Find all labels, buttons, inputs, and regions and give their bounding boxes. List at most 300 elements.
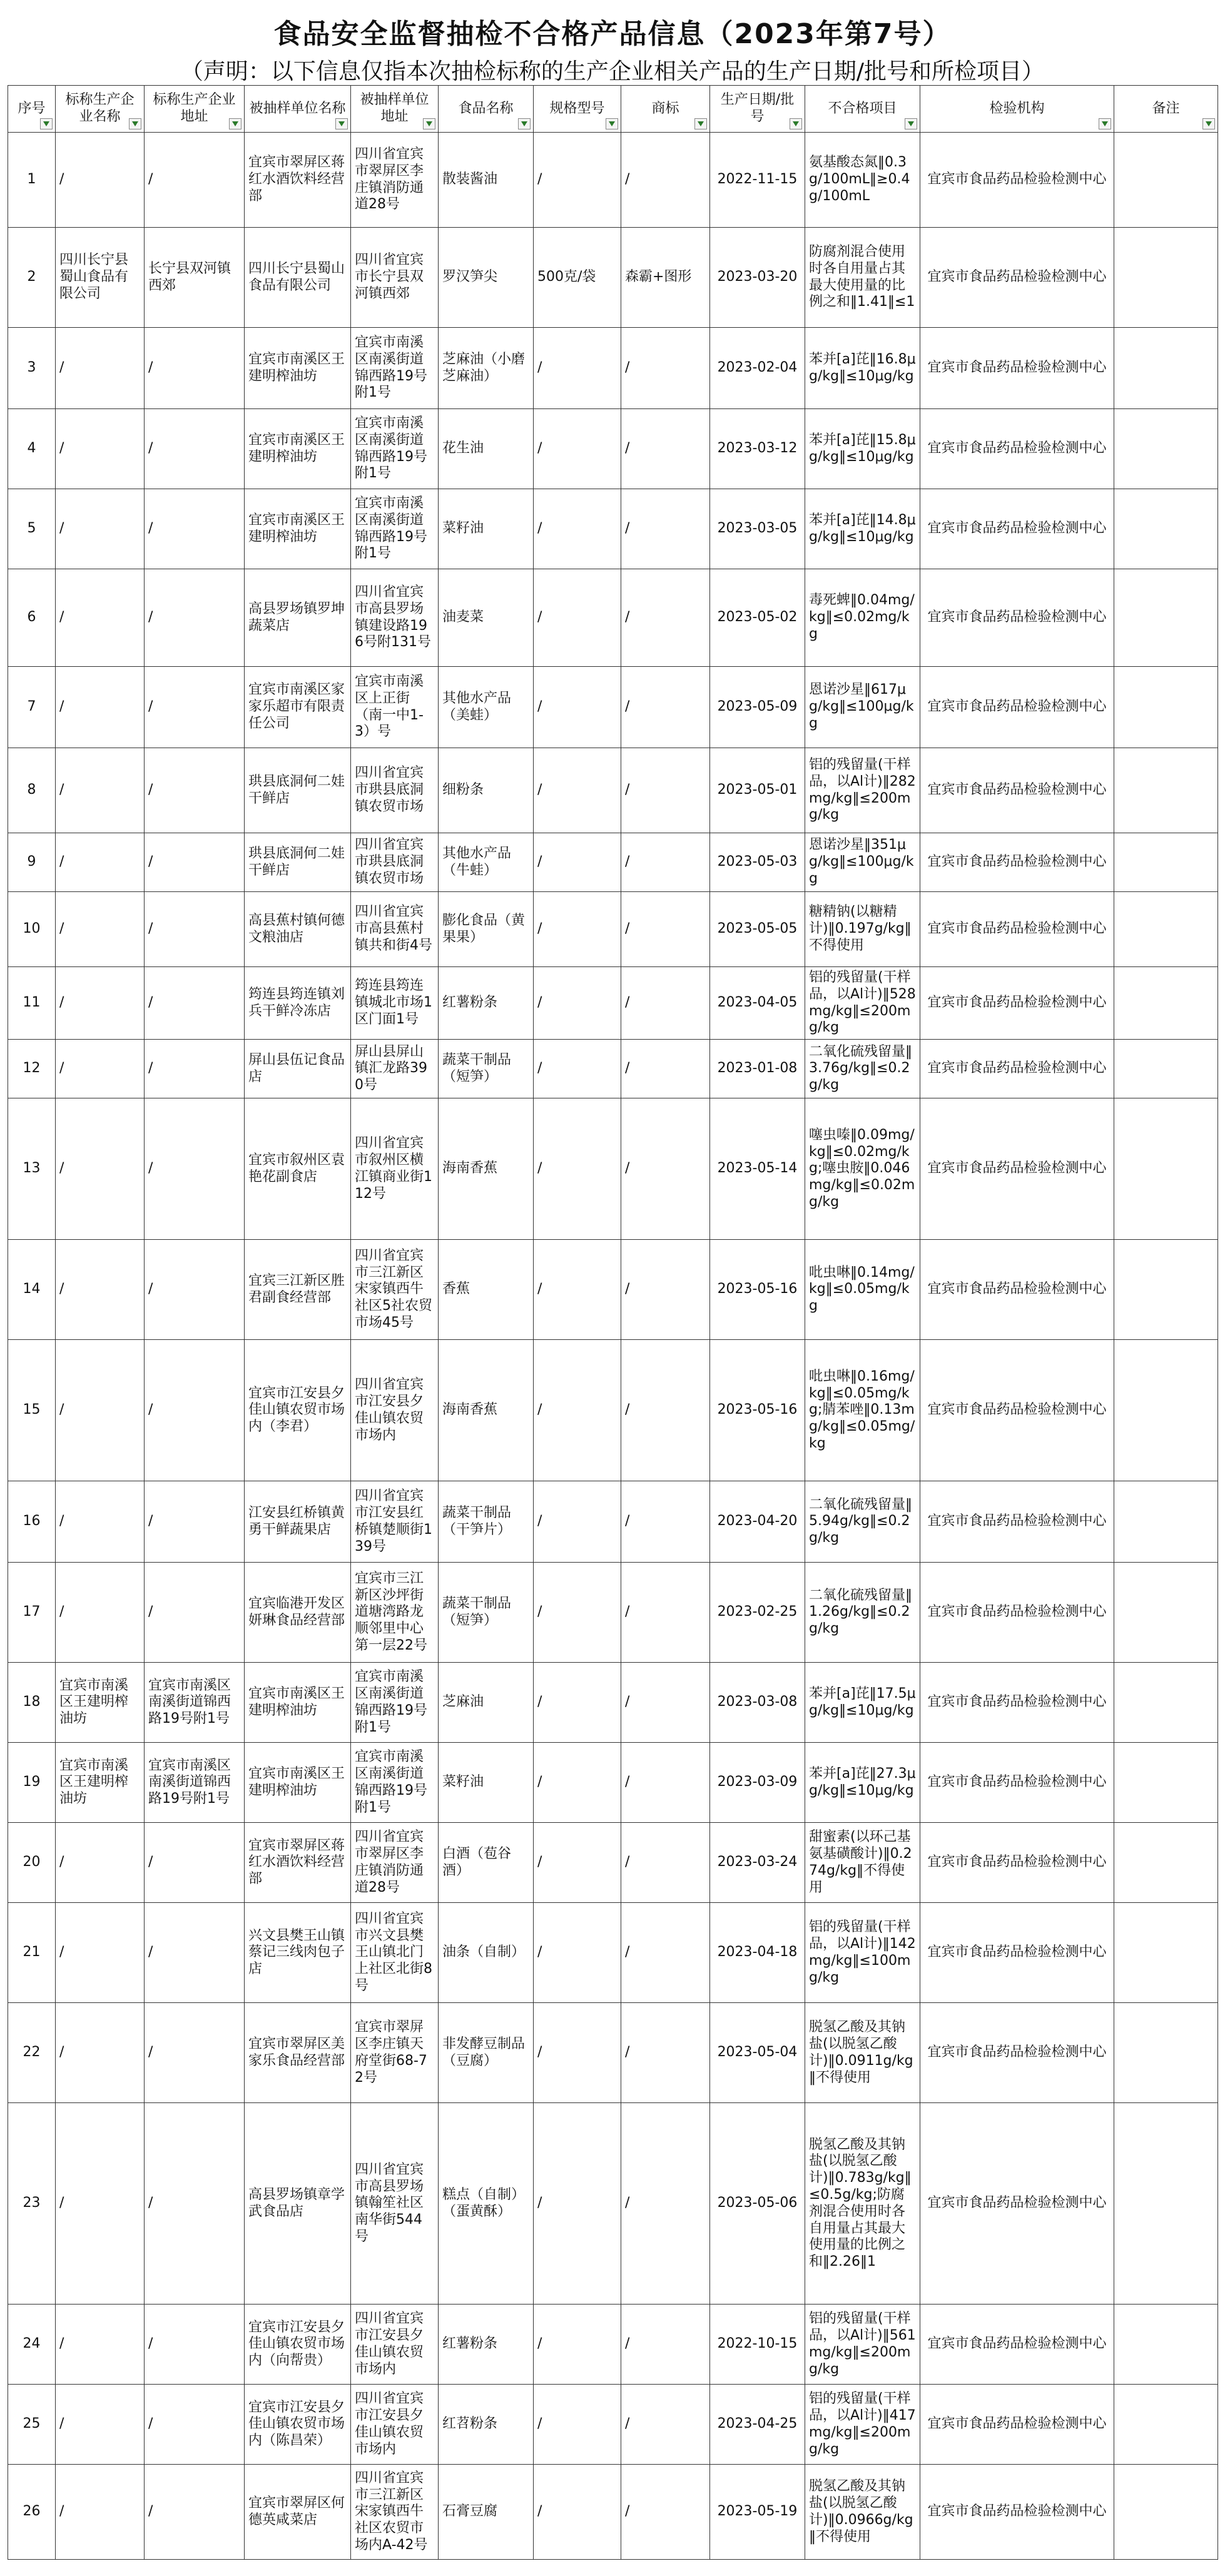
cell-maker-address: / (145, 1240, 245, 1340)
cell-remarks (1114, 1240, 1218, 1340)
cell-failed-items: 脱氢乙酸及其钠盐(以脱氢乙酸计)‖0.0911g/kg‖不得使用 (805, 2003, 920, 2103)
cell-production-date: 2023-05-06 (710, 2103, 805, 2305)
cell-spec: / (534, 133, 621, 228)
header-inspection-agency (920, 86, 1114, 133)
filter-dropdown-icon[interactable] (518, 118, 531, 129)
cell-maker-address: / (145, 2103, 245, 2305)
cell-sampled-unit-name: 高县蕉村镇何德文粮油店 (245, 892, 351, 967)
cell-trademark: / (621, 409, 710, 489)
cell-maker-address: / (145, 409, 245, 489)
header-label: 被抽样单位地址 (360, 92, 429, 124)
cell-maker-address: / (145, 1481, 245, 1563)
cell-maker-name: / (56, 1040, 145, 1098)
cell-sampled-unit-name: 屏山县伍记食品店 (245, 1040, 351, 1098)
table-body (8, 133, 1218, 2560)
cell-failed-items: 苯并[a]芘‖14.8μg/kg‖≤10μg/kg (805, 489, 920, 569)
cell-failed-items: 铝的残留量(干样品，以Al计)‖142mg/kg‖≤100mg/kg (805, 1903, 920, 2003)
cell-sampled-unit-address: 四川省宜宾市珙县底洞镇农贸市场 (351, 833, 439, 892)
table-row (8, 1903, 1218, 2003)
cell-trademark: / (621, 748, 710, 833)
cell-trademark: / (621, 2003, 710, 2103)
table-row (8, 133, 1218, 228)
table-row (8, 667, 1218, 748)
cell-trademark: / (621, 1040, 710, 1098)
cell-remarks (1114, 748, 1218, 833)
cell-sampled-unit-address: 宜宾市南溪区南溪街道锦西路19号附1号 (351, 328, 439, 409)
cell-remarks (1114, 967, 1218, 1040)
table-row (8, 328, 1218, 409)
cell-sampled-unit-name: 宜宾市南溪区王建明榨油坊 (245, 328, 351, 409)
cell-inspection-agency: 宜宾市食品药品检验检测中心 (920, 328, 1114, 409)
cell-spec: / (534, 667, 621, 748)
cell-inspection-agency: 宜宾市食品药品检验检测中心 (920, 2385, 1114, 2465)
cell-sampled-unit-address: 四川省宜宾市三江新区宋家镇西牛社区农贸市场内A-42号 (351, 2465, 439, 2560)
cell-maker-address: / (145, 2465, 245, 2560)
cell-trademark: / (621, 1340, 710, 1481)
cell-failed-items: 脱氢乙酸及其钠盐(以脱氢乙酸计)‖0.0966g/kg‖不得使用 (805, 2465, 920, 2560)
cell-seq: 15 (8, 1340, 56, 1481)
cell-food-name: 红薯粉条 (439, 2305, 534, 2385)
cell-spec: / (534, 892, 621, 967)
cell-food-name: 红薯粉条 (439, 967, 534, 1040)
cell-trademark: / (621, 1823, 710, 1903)
filter-dropdown-icon[interactable] (1202, 118, 1215, 129)
table-row (8, 2465, 1218, 2560)
cell-production-date: 2023-03-08 (710, 1663, 805, 1743)
cell-inspection-agency: 宜宾市食品药品检验检测中心 (920, 1340, 1114, 1481)
cell-production-date: 2023-05-19 (710, 2465, 805, 2560)
cell-seq: 21 (8, 1903, 56, 2003)
header-failed-items (805, 86, 920, 133)
cell-seq: 18 (8, 1663, 56, 1743)
cell-remarks (1114, 489, 1218, 569)
cell-seq: 2 (8, 228, 56, 328)
cell-sampled-unit-address: 四川省宜宾市叙州区横江镇商业街112号 (351, 1098, 439, 1240)
filter-dropdown-icon[interactable] (694, 118, 707, 129)
cell-maker-address: 宜宾市南溪区南溪街道锦西路19号附1号 (145, 1743, 245, 1823)
cell-spec: / (534, 1240, 621, 1340)
cell-failed-items: 恩诺沙星‖351μg/kg‖≤100μg/kg (805, 833, 920, 892)
cell-sampled-unit-name: 宜宾市翠屏区蒋红水酒饮料经营部 (245, 1823, 351, 1903)
cell-seq: 20 (8, 1823, 56, 1903)
cell-maker-name: 四川长宁县蜀山食品有限公司 (56, 228, 145, 328)
cell-sampled-unit-address: 宜宾市南溪区上正街（南一中1-3）号 (351, 667, 439, 748)
cell-production-date: 2023-03-05 (710, 489, 805, 569)
cell-remarks (1114, 1563, 1218, 1663)
cell-maker-address: / (145, 489, 245, 569)
table-row (8, 2003, 1218, 2103)
cell-seq: 10 (8, 892, 56, 967)
table-row (8, 1663, 1218, 1743)
cell-remarks (1114, 328, 1218, 409)
cell-trademark: / (621, 2385, 710, 2465)
cell-failed-items: 甜蜜素(以环己基氨基磺酸计)‖0.274g/kg‖不得使用 (805, 1823, 920, 1903)
cell-sampled-unit-name: 宜宾市翠屏区蒋红水酒饮料经营部 (245, 133, 351, 228)
cell-inspection-agency: 宜宾市食品药品检验检测中心 (920, 569, 1114, 667)
filter-dropdown-icon[interactable] (423, 118, 435, 129)
cell-remarks (1114, 228, 1218, 328)
cell-production-date: 2023-05-16 (710, 1240, 805, 1340)
cell-seq: 14 (8, 1240, 56, 1340)
cell-production-date: 2023-02-25 (710, 1563, 805, 1663)
cell-inspection-agency: 宜宾市食品药品检验检测中心 (920, 748, 1114, 833)
cell-sampled-unit-address: 宜宾市翠屏区李庄镇天府堂街68-72号 (351, 2003, 439, 2103)
cell-production-date: 2023-05-09 (710, 667, 805, 748)
cell-sampled-unit-address: 四川省宜宾市江安县红桥镇楚顺街139号 (351, 1481, 439, 1563)
cell-sampled-unit-address: 四川省宜宾市高县蕉村镇共和街4号 (351, 892, 439, 967)
cell-inspection-agency: 宜宾市食品药品检验检测中心 (920, 1040, 1114, 1098)
cell-spec: / (534, 1563, 621, 1663)
cell-remarks (1114, 892, 1218, 967)
cell-food-name: 散装酱油 (439, 133, 534, 228)
header-trademark (621, 86, 710, 133)
document-subtitle: （声明：以下信息仅指本次抽检标称的生产企业相关产品的生产日期/批号和所检项目） (180, 59, 1045, 84)
cell-sampled-unit-address: 四川省宜宾市江安县夕佳山镇农贸市场内 (351, 2305, 439, 2385)
cell-trademark: / (621, 1098, 710, 1240)
cell-maker-name: / (56, 409, 145, 489)
cell-food-name: 菜籽油 (439, 1743, 534, 1823)
cell-food-name: 香蕉 (439, 1240, 534, 1340)
cell-production-date: 2023-02-04 (710, 328, 805, 409)
cell-maker-name: / (56, 1481, 145, 1563)
cell-maker-name: / (56, 667, 145, 748)
table-row (8, 569, 1218, 667)
filter-dropdown-icon[interactable] (40, 118, 53, 129)
inspection-table (8, 85, 1218, 2560)
header-row (8, 86, 1218, 133)
cell-production-date: 2023-04-05 (710, 967, 805, 1040)
cell-failed-items: 噻虫嗪‖0.09mg/kg‖≤0.02mg/kg;噻虫胺‖0.046mg/kg‖≤0.02mg/kg (805, 1098, 920, 1240)
cell-seq: 11 (8, 967, 56, 1040)
cell-inspection-agency: 宜宾市食品药品检验检测中心 (920, 1240, 1114, 1340)
cell-food-name: 细粉条 (439, 748, 534, 833)
cell-sampled-unit-address: 四川省宜宾市翠屏区李庄镇消防通道28号 (351, 133, 439, 228)
cell-sampled-unit-name: 珙县底洞何二娃干鲜店 (245, 833, 351, 892)
cell-maker-name: / (56, 1903, 145, 2003)
cell-spec: / (534, 1743, 621, 1823)
cell-spec: / (534, 833, 621, 892)
header-sampled-unit-address (351, 86, 439, 133)
cell-inspection-agency: 宜宾市食品药品检验检测中心 (920, 1743, 1114, 1823)
header-food-name (439, 86, 534, 133)
cell-spec: / (534, 1481, 621, 1563)
cell-maker-name: / (56, 1823, 145, 1903)
cell-maker-address: / (145, 328, 245, 409)
cell-trademark: / (621, 2305, 710, 2385)
table-row (8, 748, 1218, 833)
header-label: 检验机构 (989, 100, 1045, 116)
cell-production-date: 2023-05-14 (710, 1098, 805, 1240)
cell-spec: / (534, 489, 621, 569)
cell-failed-items: 苯并[a]芘‖27.3μg/kg‖≤10μg/kg (805, 1743, 920, 1823)
cell-inspection-agency: 宜宾市食品药品检验检测中心 (920, 1098, 1114, 1240)
cell-inspection-agency: 宜宾市食品药品检验检测中心 (920, 2305, 1114, 2385)
cell-sampled-unit-address: 四川省宜宾市珙县底洞镇农贸市场 (351, 748, 439, 833)
cell-trademark: / (621, 569, 710, 667)
cell-inspection-agency: 宜宾市食品药品检验检测中心 (920, 1903, 1114, 2003)
cell-food-name: 非发酵豆制品（豆腐） (439, 2003, 534, 2103)
cell-sampled-unit-address: 宜宾市三江新区沙坪街道塘湾路龙顺邻里中心第一层22号 (351, 1563, 439, 1663)
header-label: 生产日期/批号 (720, 92, 795, 124)
cell-seq: 17 (8, 1563, 56, 1663)
cell-sampled-unit-name: 珙县底洞何二娃干鲜店 (245, 748, 351, 833)
cell-remarks (1114, 1663, 1218, 1743)
header-production-date (710, 86, 805, 133)
cell-failed-items: 苯并[a]芘‖16.8μg/kg‖≤10μg/kg (805, 328, 920, 409)
cell-remarks (1114, 2305, 1218, 2385)
cell-maker-name: 宜宾市南溪区王建明榨油坊 (56, 1743, 145, 1823)
filter-dropdown-icon[interactable] (1099, 118, 1111, 129)
cell-sampled-unit-name: 宜宾市江安县夕佳山镇农贸市场内（李君） (245, 1340, 351, 1481)
cell-maker-address: / (145, 1823, 245, 1903)
cell-failed-items: 铝的残留量(干样品，以Al计)‖417mg/kg‖≤200mg/kg (805, 2385, 920, 2465)
cell-production-date: 2023-05-04 (710, 2003, 805, 2103)
cell-sampled-unit-address: 四川省宜宾市三江新区宋家镇西牛社区5社农贸市场45号 (351, 1240, 439, 1340)
table-row (8, 228, 1218, 328)
cell-sampled-unit-address: 四川省宜宾市高县罗场镇翰笙社区南华街544号 (351, 2103, 439, 2305)
cell-maker-name: / (56, 489, 145, 569)
cell-food-name: 海南香蕉 (439, 1098, 534, 1240)
cell-maker-address: / (145, 667, 245, 748)
cell-seq: 7 (8, 667, 56, 748)
cell-food-name: 花生油 (439, 409, 534, 489)
cell-inspection-agency: 宜宾市食品药品检验检测中心 (920, 1563, 1114, 1663)
cell-seq: 9 (8, 833, 56, 892)
cell-food-name: 油麦菜 (439, 569, 534, 667)
cell-remarks (1114, 409, 1218, 489)
cell-trademark: / (621, 489, 710, 569)
cell-sampled-unit-name: 宜宾市南溪区王建明榨油坊 (245, 1743, 351, 1823)
cell-food-name: 糕点（自制）（蛋黄酥） (439, 2103, 534, 2305)
cell-maker-address: / (145, 2003, 245, 2103)
cell-spec: / (534, 569, 621, 667)
cell-remarks (1114, 833, 1218, 892)
cell-sampled-unit-name: 宜宾市叙州区袁艳花副食店 (245, 1098, 351, 1240)
table-row (8, 892, 1218, 967)
cell-maker-address: / (145, 2305, 245, 2385)
table-row (8, 2103, 1218, 2305)
filter-dropdown-icon[interactable] (229, 118, 241, 129)
cell-sampled-unit-name: 宜宾市翠屏区美家乐食品经营部 (245, 2003, 351, 2103)
cell-sampled-unit-address: 筠连县筠连镇城北市场1区门面1号 (351, 967, 439, 1040)
cell-seq: 3 (8, 328, 56, 409)
cell-seq: 24 (8, 2305, 56, 2385)
cell-sampled-unit-name: 兴文县樊王山镇蔡记三线肉包子店 (245, 1903, 351, 2003)
filter-dropdown-icon[interactable] (606, 118, 618, 129)
header-label: 序号 (18, 100, 46, 116)
cell-failed-items: 铝的残留量(干样品，以Al计)‖282mg/kg‖≤200mg/kg (805, 748, 920, 833)
cell-production-date: 2023-01-08 (710, 1040, 805, 1098)
cell-remarks (1114, 2465, 1218, 2560)
cell-sampled-unit-address: 四川省宜宾市高县罗场镇建设路196号附131号 (351, 569, 439, 667)
cell-inspection-agency: 宜宾市食品药品检验检测中心 (920, 133, 1114, 228)
cell-sampled-unit-name: 宜宾市南溪区王建明榨油坊 (245, 409, 351, 489)
cell-food-name: 红苕粉条 (439, 2385, 534, 2465)
cell-failed-items: 二氧化硫残留量‖1.26g/kg‖≤0.2g/kg (805, 1563, 920, 1663)
cell-sampled-unit-name: 四川长宁县蜀山食品有限公司 (245, 228, 351, 328)
cell-trademark: / (621, 1240, 710, 1340)
cell-production-date: 2023-05-01 (710, 748, 805, 833)
cell-sampled-unit-name: 筠连县筠连镇刘兵干鲜冷冻店 (245, 967, 351, 1040)
cell-trademark: / (621, 1563, 710, 1663)
cell-remarks (1114, 133, 1218, 228)
cell-failed-items: 脱氢乙酸及其钠盐(以脱氢乙酸计)‖0.783g/kg‖≤0.5g/kg;防腐剂混合使用时各自用量占其最大使用量的比例之和‖2.26‖1 (805, 2103, 920, 2305)
table-row (8, 833, 1218, 892)
document-title: 食品安全监督抽检不合格产品信息（2023年第7号） (273, 18, 952, 50)
cell-trademark: / (621, 1481, 710, 1563)
table-row (8, 1098, 1218, 1240)
cell-inspection-agency: 宜宾市食品药品检验检测中心 (920, 1663, 1114, 1743)
cell-seq: 16 (8, 1481, 56, 1563)
header-label: 备注 (1152, 100, 1180, 116)
cell-maker-name: 宜宾市南溪区王建明榨油坊 (56, 1663, 145, 1743)
cell-maker-address: / (145, 1098, 245, 1240)
cell-spec: / (534, 1040, 621, 1098)
cell-food-name: 其他水产品（美蛙） (439, 667, 534, 748)
cell-remarks (1114, 1903, 1218, 2003)
cell-inspection-agency: 宜宾市食品药品检验检测中心 (920, 967, 1114, 1040)
cell-seq: 6 (8, 569, 56, 667)
cell-remarks (1114, 2385, 1218, 2465)
cell-food-name: 石膏豆腐 (439, 2465, 534, 2560)
filter-dropdown-icon[interactable] (129, 118, 141, 129)
header-label: 被抽样单位名称 (249, 100, 346, 116)
cell-seq: 19 (8, 1743, 56, 1823)
cell-maker-address: / (145, 1340, 245, 1481)
cell-production-date: 2023-03-24 (710, 1823, 805, 1903)
cell-spec: / (534, 2305, 621, 2385)
cell-spec: / (534, 1823, 621, 1903)
table-row (8, 967, 1218, 1040)
cell-trademark: / (621, 667, 710, 748)
cell-inspection-agency: 宜宾市食品药品检验检测中心 (920, 489, 1114, 569)
header-sampled-unit-name (245, 86, 351, 133)
cell-spec: / (534, 1903, 621, 2003)
cell-maker-address: / (145, 1563, 245, 1663)
cell-trademark: / (621, 2103, 710, 2305)
header-label: 标称生产企业地址 (153, 92, 236, 124)
header-seq (8, 86, 56, 133)
cell-remarks (1114, 2103, 1218, 2305)
cell-maker-name: / (56, 2003, 145, 2103)
cell-sampled-unit-name: 宜宾市江安县夕佳山镇农贸市场内（向帮贵） (245, 2305, 351, 2385)
header-spec (534, 86, 621, 133)
cell-sampled-unit-name: 宜宾市南溪区家家乐超市有限责任公司 (245, 667, 351, 748)
cell-seq: 25 (8, 2385, 56, 2465)
header-label: 不合格项目 (828, 100, 897, 116)
cell-production-date: 2023-03-09 (710, 1743, 805, 1823)
table-row (8, 409, 1218, 489)
cell-failed-items: 铝的残留量(干样品，以Al计)‖561mg/kg‖≤200mg/kg (805, 2305, 920, 2385)
cell-maker-address: / (145, 892, 245, 967)
cell-trademark: / (621, 892, 710, 967)
cell-inspection-agency: 宜宾市食品药品检验检测中心 (920, 2003, 1114, 2103)
table-row (8, 2385, 1218, 2465)
cell-seq: 5 (8, 489, 56, 569)
cell-sampled-unit-address: 四川省宜宾市江安县夕佳山镇农贸市场内 (351, 2385, 439, 2465)
cell-inspection-agency: 宜宾市食品药品检验检测中心 (920, 228, 1114, 328)
cell-seq: 13 (8, 1098, 56, 1240)
cell-food-name: 芝麻油（小磨芝麻油） (439, 328, 534, 409)
cell-spec: / (534, 409, 621, 489)
cell-sampled-unit-address: 四川省宜宾市兴文县樊王山镇北门上社区北街8号 (351, 1903, 439, 2003)
header-label: 标称生产企业名称 (65, 92, 135, 124)
cell-production-date: 2023-04-25 (710, 2385, 805, 2465)
cell-failed-items: 毒死蜱‖0.04mg/kg‖≤0.02mg/kg (805, 569, 920, 667)
cell-food-name: 芝麻油 (439, 1663, 534, 1743)
cell-sampled-unit-name: 江安县红桥镇黄勇干鲜蔬果店 (245, 1481, 351, 1563)
cell-food-name: 膨化食品（黄果果） (439, 892, 534, 967)
cell-sampled-unit-address: 宜宾市南溪区南溪街道锦西路19号附1号 (351, 489, 439, 569)
cell-production-date: 2023-03-20 (710, 228, 805, 328)
cell-food-name: 海南香蕉 (439, 1340, 534, 1481)
cell-production-date: 2022-11-15 (710, 133, 805, 228)
cell-food-name: 蔬菜干制品（短笋） (439, 1040, 534, 1098)
cell-maker-name: / (56, 2103, 145, 2305)
cell-production-date: 2023-05-05 (710, 892, 805, 967)
cell-remarks (1114, 1040, 1218, 1098)
cell-sampled-unit-address: 四川省宜宾市江安县夕佳山镇农贸市场内 (351, 1340, 439, 1481)
cell-inspection-agency: 宜宾市食品药品检验检测中心 (920, 1823, 1114, 1903)
cell-maker-name: / (56, 967, 145, 1040)
filter-dropdown-icon[interactable] (905, 118, 917, 129)
cell-remarks (1114, 1823, 1218, 1903)
cell-seq: 26 (8, 2465, 56, 2560)
cell-inspection-agency: 宜宾市食品药品检验检测中心 (920, 409, 1114, 489)
cell-maker-address: / (145, 569, 245, 667)
cell-maker-name: / (56, 1563, 145, 1663)
cell-production-date: 2023-05-02 (710, 569, 805, 667)
cell-seq: 8 (8, 748, 56, 833)
cell-maker-name: / (56, 2385, 145, 2465)
cell-maker-address: / (145, 2385, 245, 2465)
table-row (8, 1563, 1218, 1663)
cell-sampled-unit-name: 宜宾市南溪区王建明榨油坊 (245, 1663, 351, 1743)
cell-seq: 1 (8, 133, 56, 228)
cell-seq: 4 (8, 409, 56, 489)
table-row (8, 1481, 1218, 1563)
cell-failed-items: 苯并[a]芘‖15.8μg/kg‖≤10μg/kg (805, 409, 920, 489)
cell-failed-items: 防腐剂混合使用时各自用量占其最大使用量的比例之和‖1.41‖≤1 (805, 228, 920, 328)
cell-trademark: / (621, 1663, 710, 1743)
filter-dropdown-icon[interactable] (790, 118, 802, 129)
cell-production-date: 2023-05-03 (710, 833, 805, 892)
cell-sampled-unit-name: 宜宾市翠屏区何德英咸菜店 (245, 2465, 351, 2560)
cell-trademark: / (621, 2465, 710, 2560)
cell-spec: / (534, 967, 621, 1040)
cell-sampled-unit-address: 宜宾市南溪区南溪街道锦西路19号附1号 (351, 1663, 439, 1743)
cell-spec: 500克/袋 (534, 228, 621, 328)
cell-food-name: 蔬菜干制品（干笋片） (439, 1481, 534, 1563)
table-row (8, 1823, 1218, 1903)
table-row (8, 1743, 1218, 1823)
cell-maker-name: / (56, 133, 145, 228)
header-label: 规格型号 (549, 100, 605, 116)
cell-maker-name: / (56, 748, 145, 833)
filter-dropdown-icon[interactable] (335, 118, 348, 129)
cell-maker-address: 宜宾市南溪区南溪街道锦西路19号附1号 (145, 1663, 245, 1743)
cell-remarks (1114, 2003, 1218, 2103)
cell-failed-items: 氨基酸态氮‖0.3g/100mL‖≥0.4g/100mL (805, 133, 920, 228)
cell-inspection-agency: 宜宾市食品药品检验检测中心 (920, 667, 1114, 748)
cell-inspection-agency: 宜宾市食品药品检验检测中心 (920, 2465, 1114, 2560)
cell-production-date: 2023-04-20 (710, 1481, 805, 1563)
table-row (8, 1240, 1218, 1340)
cell-remarks (1114, 1743, 1218, 1823)
header-label: 商标 (651, 100, 679, 116)
cell-remarks (1114, 1098, 1218, 1240)
cell-spec: / (534, 328, 621, 409)
